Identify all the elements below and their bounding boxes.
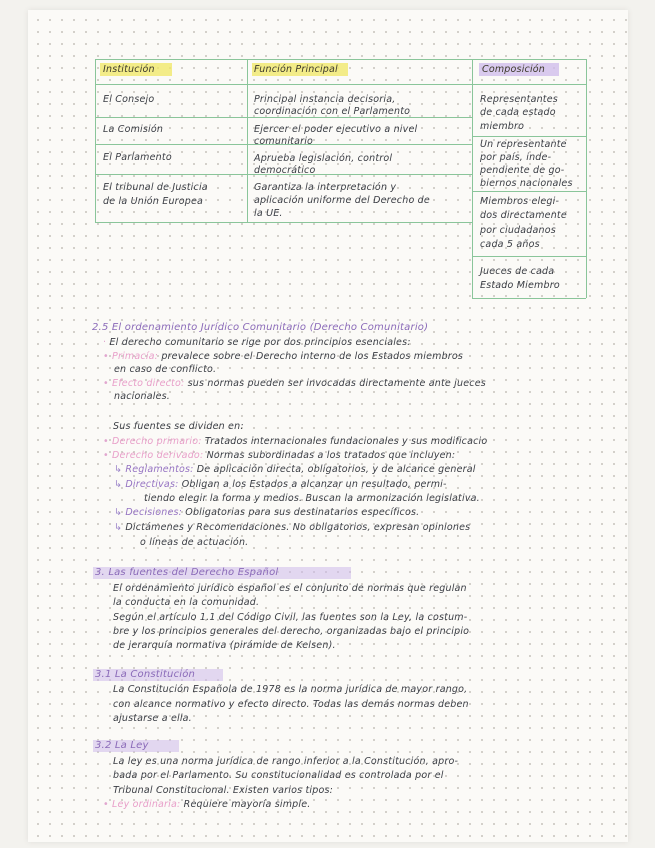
cell-comp-comision-3: pendiente de go- [480,165,565,176]
section-3-heading: 3. Las fuentes del Derecho Español [95,567,279,578]
s25-dictamenes: ↳ Dictámenes y Recomendaciones. No obligatorios, expresan opiniones [114,522,471,533]
cell-inst-comision: La Comisión [103,124,164,135]
s25-efecto: • Efecto directo: sus normas pueden ser invocadas directamente ante jueces [103,378,486,389]
cell-func-comision-2: comunitario [254,136,314,147]
header-composicion: Composición [482,64,546,75]
s25-efecto-cont: nacionales. [114,391,171,402]
s3-line-5: de jerarquía normativa (pirámide de Kelsen). [113,640,336,651]
cell-comp-consejo-1: Representantes [480,94,558,105]
s25-directivas-cont: tiendo elegir la forma y medios. Buscan la armonización legislativa. [144,493,480,504]
s25-dictamenes-cont: o líneas de actuación. [140,537,249,548]
cell-func-tribunal-1: Garantiza la interpretación y [254,182,397,193]
s31-line-3: ajustarse a ella. [113,713,192,724]
cell-comp-tribunal-1: Jueces de cada [480,266,555,277]
s25-derivado: • Derecho derivado: Normas subordinadas a los tratados que incluyen: [103,450,456,461]
cell-func-tribunal-2: aplicación uniforme del Derecho de [254,195,430,206]
cell-comp-parlamento-3: por ciudadanos [480,225,556,236]
section-3-1-heading: 3.1 La Constitución [95,669,196,680]
section-3-2-heading: 3.2 La Ley [95,740,149,751]
header-funcion: Función Principal [254,64,338,75]
cell-comp-tribunal-2: Estado Miembro [480,280,560,291]
s32-line-1: La ley es una norma jurídica de rango inferior a la Constitución, apro- [113,756,459,767]
cell-comp-comision-4: biernos nacionales [480,178,573,189]
s25-primacia: • Primacía: prevalece sobre el Derecho interno de los Estados miembros [103,351,464,362]
s32-ley-ordinaria: • Ley ordinaria: Requiere mayoría simple. [103,799,311,810]
cell-comp-comision-1: Un representante [480,139,567,150]
cell-func-consejo-2: coordinación con el Parlamento [254,106,411,117]
s25-reglamentos: ↳ Reglamentos: De aplicación directa, obligatorios, y de alcance general [114,464,476,475]
section-2-5-heading: 2.5 El ordenamiento Jurídico Comunitario (Derecho Comunitario) [92,322,429,333]
cell-func-parlamento-2: democrático [254,165,316,176]
cell-func-comision-1: Ejercer el poder ejecutivo a nivel [254,124,418,135]
s25-directivas: ↳ Directivas: Obligan a los Estados a alcanzar un resultado, permi- [114,479,447,490]
s25-decisiones: ↳ Decisiones: Obligatorias para sus destinatarios específicos. [114,507,420,518]
cell-inst-tribunal-1: El tribunal de Justicia [103,182,208,193]
s25-intro: · El derecho comunitario se rige por dos principios esenciales: [103,337,411,348]
cell-inst-parlamento: El Parlamento [103,152,172,163]
cell-comp-consejo-2: de cada estado [480,107,556,118]
cell-inst-consejo: El Consejo [103,94,155,105]
s32-line-2: bada por el Parlamento. Su constitucionalidad es controlada por el [113,770,444,781]
cell-func-parlamento-1: Aprueba legislación, control [254,153,393,164]
cell-comp-parlamento-2: dos directamente [480,210,567,221]
s25-fuentes: Sus fuentes se dividen en: [113,421,244,432]
cell-func-tribunal-3: la UE. [254,208,283,219]
s25-primario: • Derecho primario: Tratados internacionales fundacionales y sus modificacio [103,436,488,447]
cell-comp-parlamento-4: cada 5 años [480,239,540,250]
cell-comp-consejo-3: miembro [480,121,525,132]
cell-comp-comision-2: por país, inde- [480,152,552,163]
s31-line-1: La Constitución Española de 1978 es la norma jurídica de mayor rango, [113,684,468,695]
cell-comp-parlamento-1: Miembros elegi- [480,196,560,207]
header-institucion: Institución [103,64,155,75]
s3-line-3: Según el artículo 1.1 del Código Civil, las fuentes son la Ley, la costum- [113,612,468,623]
cell-func-consejo-1: Principal instancia decisoria, [254,94,396,105]
s31-line-2: con alcance normativo y efecto directo. Todas las demás normas deben [113,699,469,710]
s32-line-3: Tribunal Constitucional. Existen varios tipos: [113,785,334,796]
s3-line-4: bre y los principios generales del derecho, organizadas bajo el principio [113,626,470,637]
s25-primacia-cont: en caso de conflicto. [114,364,217,375]
s3-line-1: El ordenamiento jurídico español es el conjunto de normas que regulan [113,583,467,594]
s3-line-2: la conducta en la comunidad. [113,597,260,608]
cell-inst-tribunal-2: de la Unión Europea [103,196,204,207]
